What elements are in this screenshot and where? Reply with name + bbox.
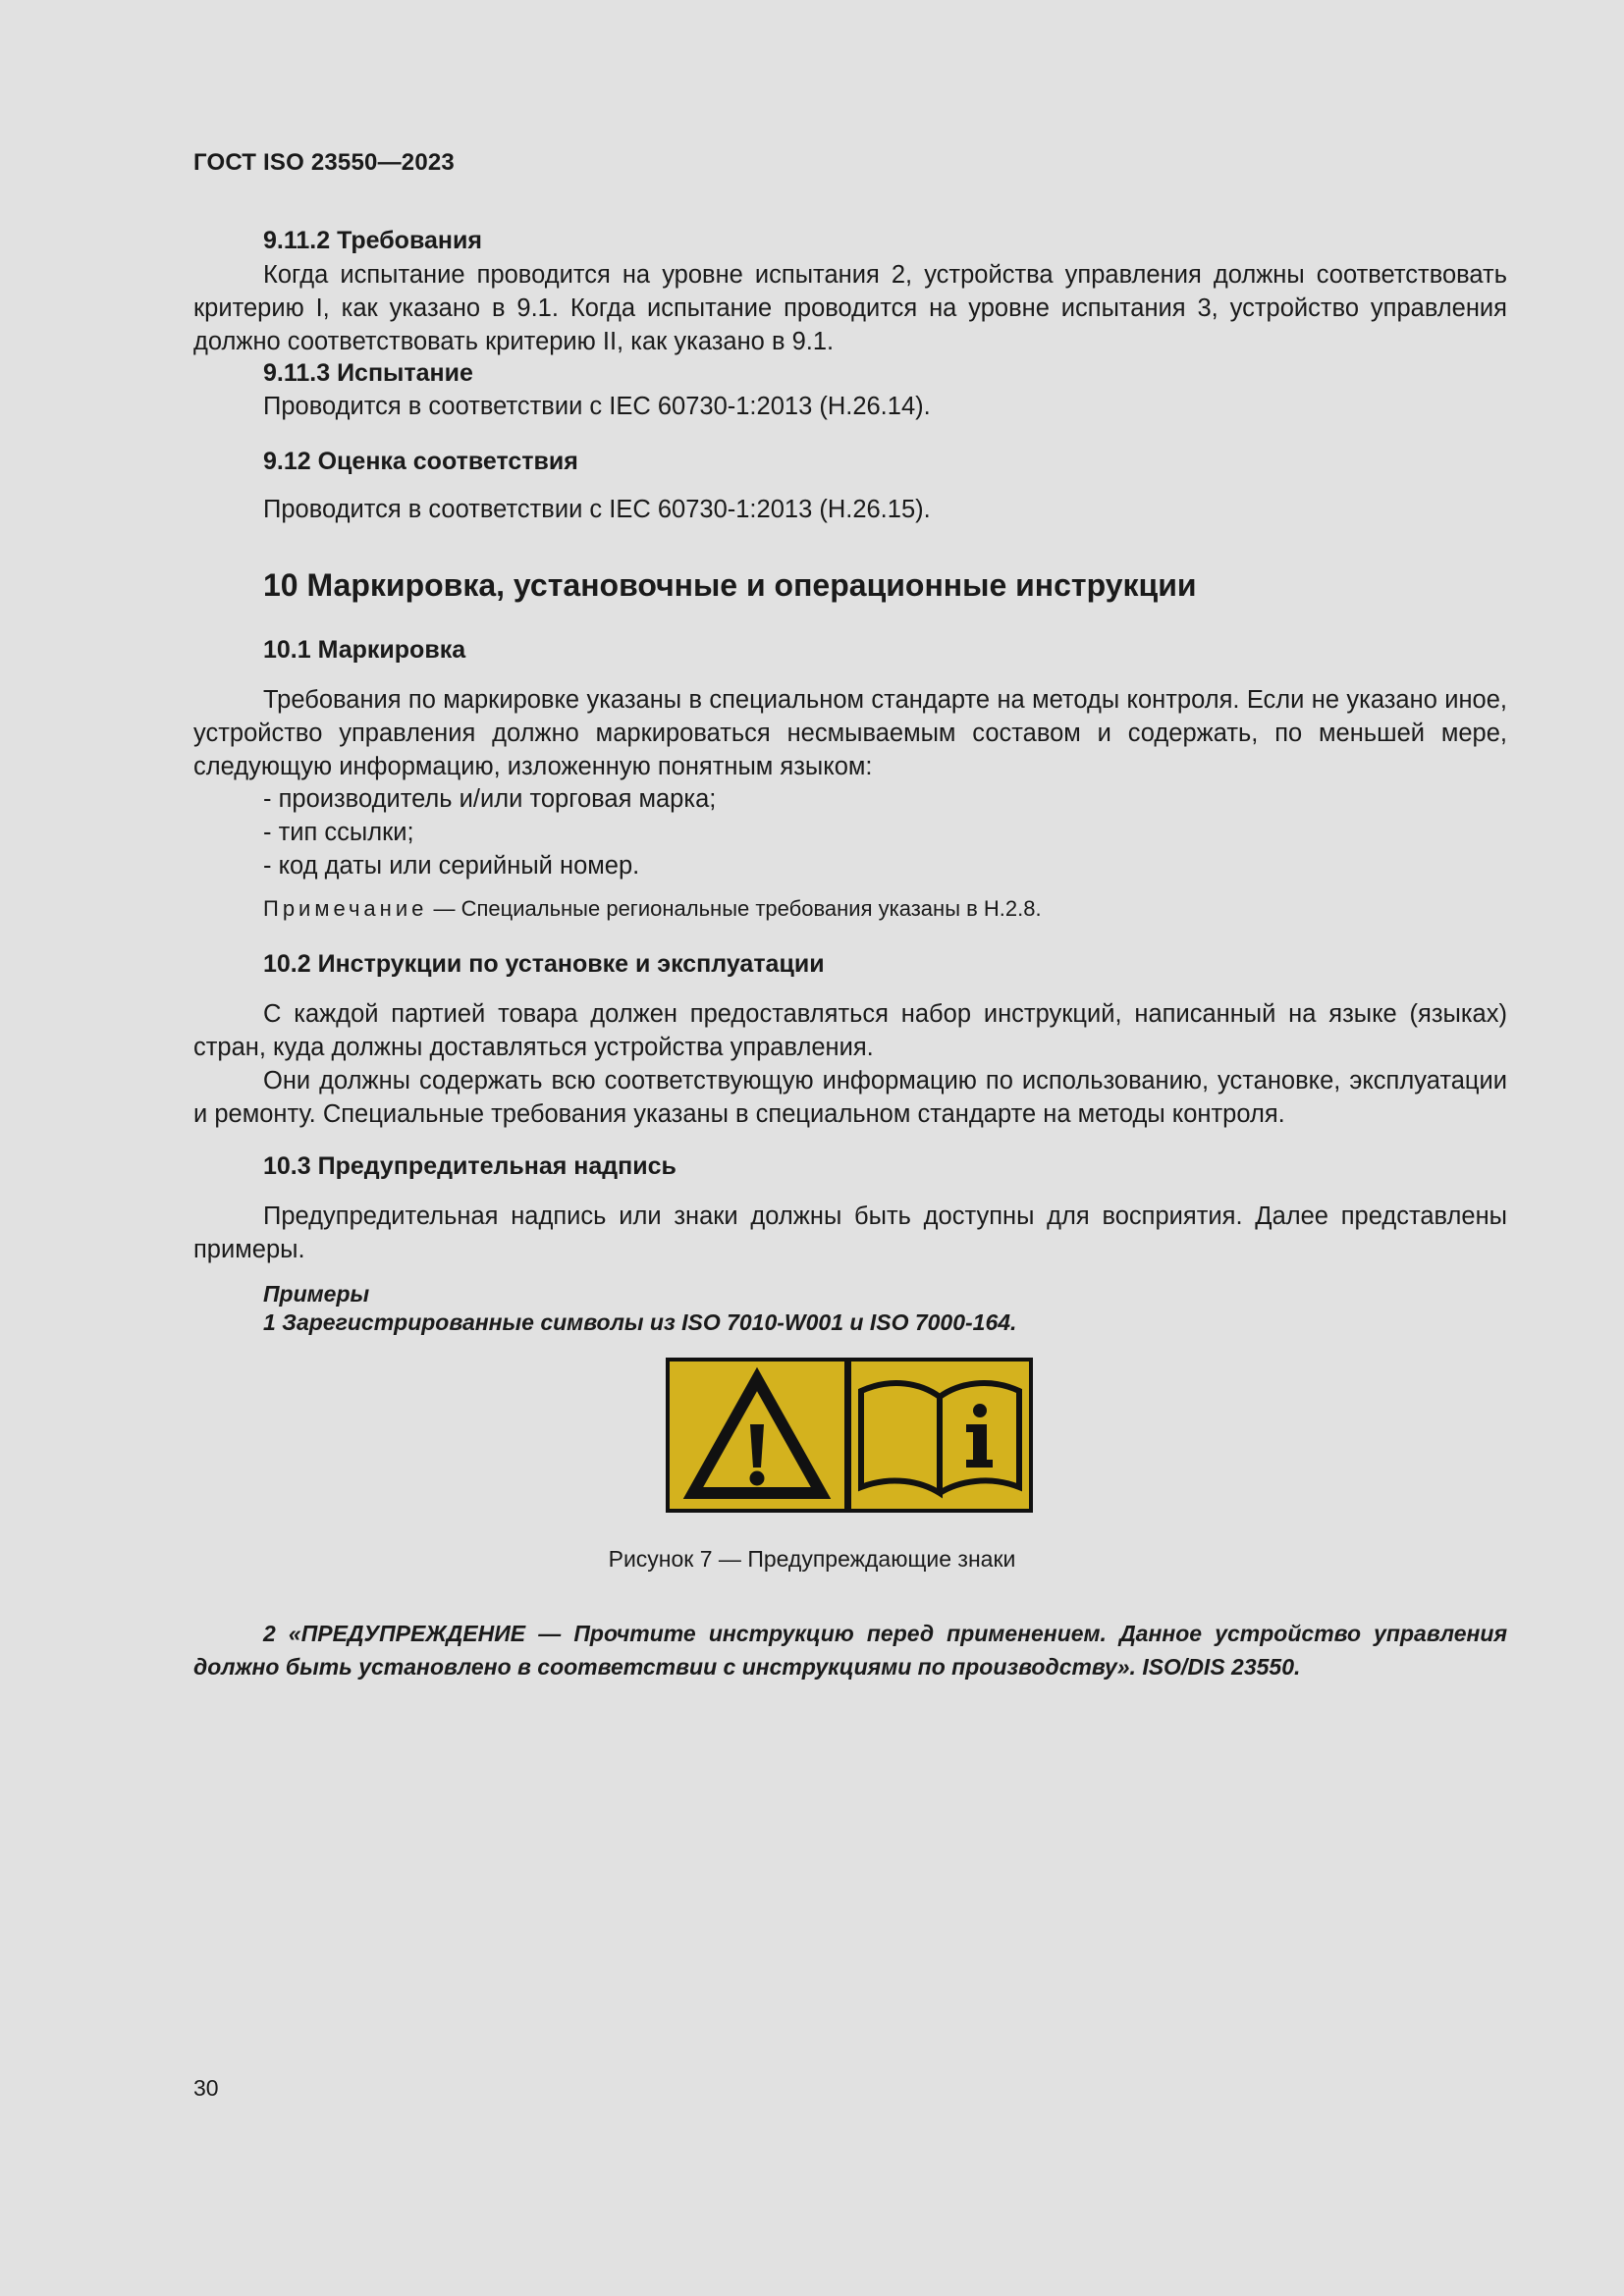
examples-label: Примеры [263, 1281, 370, 1307]
section-9-11-2-title: 9.11.2 Требования [263, 227, 482, 254]
read-manual-icon [849, 1360, 1031, 1511]
list-item: - код даты или серийный номер. [263, 852, 640, 880]
figure-caption: Рисунок 7 — Предупреждающие знаки [608, 1546, 1016, 1572]
section-10-3-text: Предупредительная надпись или знаки должны быть доступны для восприятия. Далее представлены примеры. [193, 1202, 1507, 1263]
section-10-1-title: 10.1 Маркировка [263, 636, 466, 664]
section-10-2-text-2: Они должны содержать всю соответствующую информацию по использованию, установке, эксплуатации и ремонту. Специальные требования указаны в специальном стандарте на методы контроля. [193, 1067, 1507, 1128]
section-10-1-text: Требования по маркировке указаны в специальном стандарте на методы контроля. Если не указано иное, устройство управления должно маркироваться несмываемым составом и содержать, по меньшей мере, следующую информацию, изложенную понятным языком: [193, 686, 1507, 780]
page-number: 30 [193, 2075, 219, 2101]
warning-triangle-icon [668, 1360, 846, 1511]
section-9-11-2-text: Когда испытание проводится на уровне испытания 2, устройства управления должны соответствовать критерию I, как указано в 9.1. Когда испытание проводится на уровне испытания 3, устройство управления должно соответствовать критерию II, как указано в 9.1. [193, 261, 1507, 355]
section-10-2-title: 10.2 Инструкции по установке и эксплуатации [263, 950, 825, 978]
section-10-title: 10 Маркировка, установочные и операционные инструкции [263, 567, 1197, 603]
section-9-11-3-title: 9.11.3 Испытание [263, 359, 473, 387]
warning-signs-figure [666, 1358, 1033, 1513]
list-item: - производитель и/или торговая марка; [263, 785, 717, 813]
section-10-2-text-1: С каждой партией товара должен предоставляться набор инструкций, написанный на языке (языках) стран, куда должны доставляться устройства управления. [193, 1000, 1507, 1061]
note [263, 896, 1042, 922]
example-1: 1 Зарегистрированные символы из ISO 7010-W001 и ISO 7000-164. [263, 1309, 1017, 1335]
example-2: 2 «ПРЕДУПРЕЖДЕНИЕ — Прочтите инструкцию перед применением. Данное устройство управления должно быть установлено в соответствии с инструкциями по производству». ISO/DIS 23550. [193, 1621, 1507, 1680]
section-9-11-3-text: Проводится в соответствии с IEC 60730-1:2013 (H.26.14). [263, 393, 931, 420]
list-item: - тип ссылки; [263, 819, 414, 846]
note-text: — Специальные региональные требования указаны в H.2.8. [427, 896, 1042, 921]
section-9-12-title: 9.12 Оценка соответствия [263, 448, 578, 475]
note-label: Примечание [263, 896, 428, 921]
document-header: ГОСТ ISO 23550—2023 [193, 149, 455, 176]
section-9-12-text: Проводится в соответствии с IEC 60730-1:2013 (H.26.15). [263, 496, 931, 523]
section-10-3-title: 10.3 Предупредительная надпись [263, 1152, 677, 1180]
